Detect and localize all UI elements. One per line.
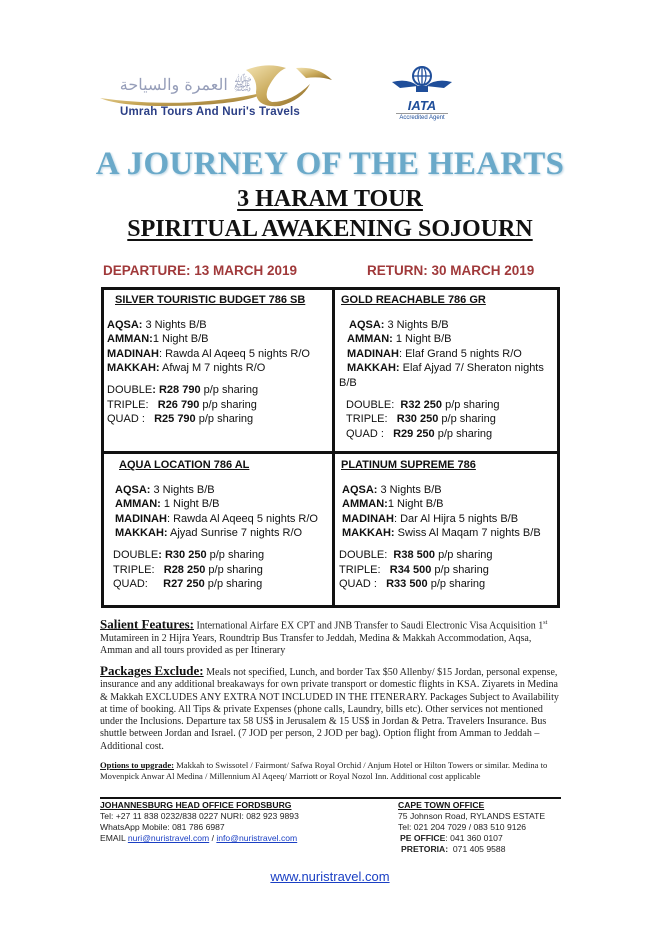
- office-tel: Tel: +27 11 838 0232/838 0227 NURI: 082 923 9893: [100, 811, 299, 821]
- svg-text:ﷺ ﺍﻟﻌﻤﺮﺓ ﻭﺍﻟﺴﻴﺎﺣﺔ: ﷺ ﺍﻟﻌﻤﺮﺓ ﻭﺍﻟﺴﻴﺎﺣﺔ: [119, 75, 253, 94]
- stay-row: MAKKAH: Swiss Al Maqam 7 nights B/B: [342, 527, 541, 540]
- price-row: TRIPLE: R30 250 p/p sharing: [346, 413, 496, 426]
- office-heading: CAPE TOWN OFFICE: [398, 800, 485, 810]
- website-link[interactable]: www.nuristravel.com: [270, 869, 390, 884]
- tour-subtitle: SPIRITUAL AWAKENING SOJOURN: [127, 216, 533, 242]
- return-date: RETURN: 30 MARCH 2019: [367, 263, 535, 278]
- stay-row-wrap: B/B: [339, 376, 357, 389]
- stay-row: AQSA: 3 Nights B/B: [342, 483, 442, 496]
- pretoria-office: PRETORIA: 071 405 9588: [401, 844, 506, 854]
- stay-row: MADINAH: Rawda Al Aqeeq 5 nights R/O: [107, 347, 310, 360]
- package-platinum: [339, 458, 557, 592]
- stay-row: MADINAH: Rawda Al Aqeeq 5 nights R/O: [115, 512, 318, 525]
- table-divider-horizontal: [101, 451, 560, 454]
- price-row: TRIPLE: R26 790 p/p sharing: [107, 398, 257, 411]
- options-upgrade: Options to upgrade: Makkah to Swissotel / Fairmont/ Safwa Royal Orchid / Anjum Hotel or Hilton Towers or similar. Medina to Movenpick Anwar Al Medina / Millennium Al Aqeeq/ Marriott or Royal Nozol Inn. Additional cost applicable: [100, 760, 548, 781]
- stay-row: AMMAN:1 Night B/B: [107, 333, 209, 346]
- salient-features: Salient Features: International Airfare EX CPT and JNB Transfer to Saudi Electronic Visa Acquisition 1st Mutamireen in 2 Hijra Years, Roundtrip Bus Transfer to Jeddah, Medina & Makkah Accommodation, Aqsa, Amman and all tours provided as per Itinerary: [100, 616, 548, 656]
- cape-town-office: [398, 800, 563, 855]
- price-row: DOUBLE: R38 500 p/p sharing: [339, 548, 493, 561]
- exclude-label: Packages Exclude:: [100, 663, 204, 678]
- stay-row: MAKKAH: Elaf Ajyad 7/ Sheraton nights: [347, 362, 544, 375]
- iata-accredited: Accredited Agent: [396, 113, 448, 121]
- office-tel: Tel: 021 204 7029 / 083 510 9126: [398, 822, 527, 832]
- price-row: QUAD : R29 250 p/p sharing: [346, 427, 493, 440]
- stay-row: AMMAN: 1 Night B/B: [347, 333, 452, 346]
- logo-calligraphy-icon: [96, 62, 336, 108]
- stay-row: MADINAH: Dar Al Hijra 5 nights B/B: [342, 512, 519, 525]
- iata-logo: [388, 64, 456, 122]
- package-gold: [339, 293, 557, 441]
- stay-row: MADINAH: Elaf Grand 5 nights R/O: [347, 347, 522, 360]
- package-title: AQUA LOCATION 786 AL: [119, 459, 250, 471]
- office-email: EMAIL nuri@nuristravel.com / info@nuristravel.com: [100, 833, 298, 843]
- stay-row: MAKKAH: Ajyad Sunrise 7 nights R/O: [115, 527, 303, 540]
- email-link-info[interactable]: info@nuristravel.com: [216, 833, 298, 843]
- price-row: QUAD : R33 500 p/p sharing: [339, 578, 486, 591]
- iata-globe-icon: [388, 64, 456, 94]
- main-title: A JOURNEY OF THE HEARTS: [95, 146, 565, 182]
- package-title: PLATINUM SUPREME 786: [341, 459, 476, 471]
- brand-name: Umrah Tours And Nuri's Travels: [120, 106, 300, 118]
- tour-title: 3 HARAM TOUR: [237, 186, 423, 212]
- price-row: TRIPLE: R34 500 p/p sharing: [339, 563, 489, 576]
- office-address: 75 Johnson Road, RYLANDS ESTATE: [398, 811, 546, 821]
- price-row: QUAD: R27 250 p/p sharing: [113, 578, 263, 591]
- footer-divider: [100, 797, 561, 799]
- package-title: SILVER TOURISTIC BUDGET 786 SB: [115, 294, 306, 306]
- stay-row: AMMAN: 1 Night B/B: [115, 498, 220, 511]
- package-aqua: [107, 458, 331, 592]
- package-title: GOLD REACHABLE 786 GR: [341, 294, 486, 306]
- packages-exclude: Packages Exclude: Meals not specified, Lunch, and border Tax $50 Allenby/ $15 Jordan, personal expense, insurance and any additional breakaways for own private transport or domestic flights in KSA. Ziyarets in Medina & Makkah EXCLUDES ANY EXTRA NOT INCLUDED IN THE ITENERARY. Packages Subject to Availability at time of booking. All Tips & private Expenses (phone calls, Laundry, bills etc). Other services not mentioned under the Inclusions. Departure tax 58 US$ in Jerusalem & 15 US$ in Jordan & Petra. Travelers Insurance. Bus shuttle between Jordan and Israel. (7 JOD per person, 2 JOD per bag). Option flight from Amman to Jeddah – Additional cost.: [100, 663, 559, 752]
- iata-text: IATA: [407, 98, 437, 113]
- stay-row: MAKKAH: Afwaj M 7 nights R/O: [107, 362, 266, 375]
- price-row: TRIPLE: R28 250 p/p sharing: [113, 563, 263, 576]
- salient-label: Salient Features:: [100, 616, 194, 632]
- office-whatsapp: WhatsApp Mobile: 081 786 6987: [100, 822, 225, 832]
- stay-row: AQSA: 3 Nights B/B: [115, 483, 215, 496]
- johannesburg-office: [100, 800, 380, 844]
- upgrade-label: Options to upgrade:: [100, 760, 175, 770]
- website: [0, 869, 660, 884]
- departure-date: DEPARTURE: 13 MARCH 2019: [103, 263, 298, 278]
- pe-office: PE OFFICE: 041 360 0107: [400, 833, 503, 843]
- email-link-nuri[interactable]: nuri@nuristravel.com: [127, 833, 210, 843]
- price-row: DOUBLE: R28 790 p/p sharing: [107, 383, 259, 396]
- price-row: QUAD : R25 790 p/p sharing: [107, 413, 254, 426]
- office-heading: JOHANNESBURG HEAD OFFICE FORDSBURG: [100, 800, 292, 810]
- price-row: DOUBLE: R32 250 p/p sharing: [346, 398, 500, 411]
- package-silver: [107, 293, 331, 427]
- stay-row: AQSA: 3 Nights B/B: [349, 318, 449, 331]
- price-row: DOUBLE: R30 250 p/p sharing: [113, 548, 265, 561]
- stay-row: AMMAN:1 Night B/B: [342, 498, 444, 511]
- stay-row: AQSA: 3 Nights B/B: [107, 318, 207, 331]
- table-divider-vertical: [332, 287, 335, 608]
